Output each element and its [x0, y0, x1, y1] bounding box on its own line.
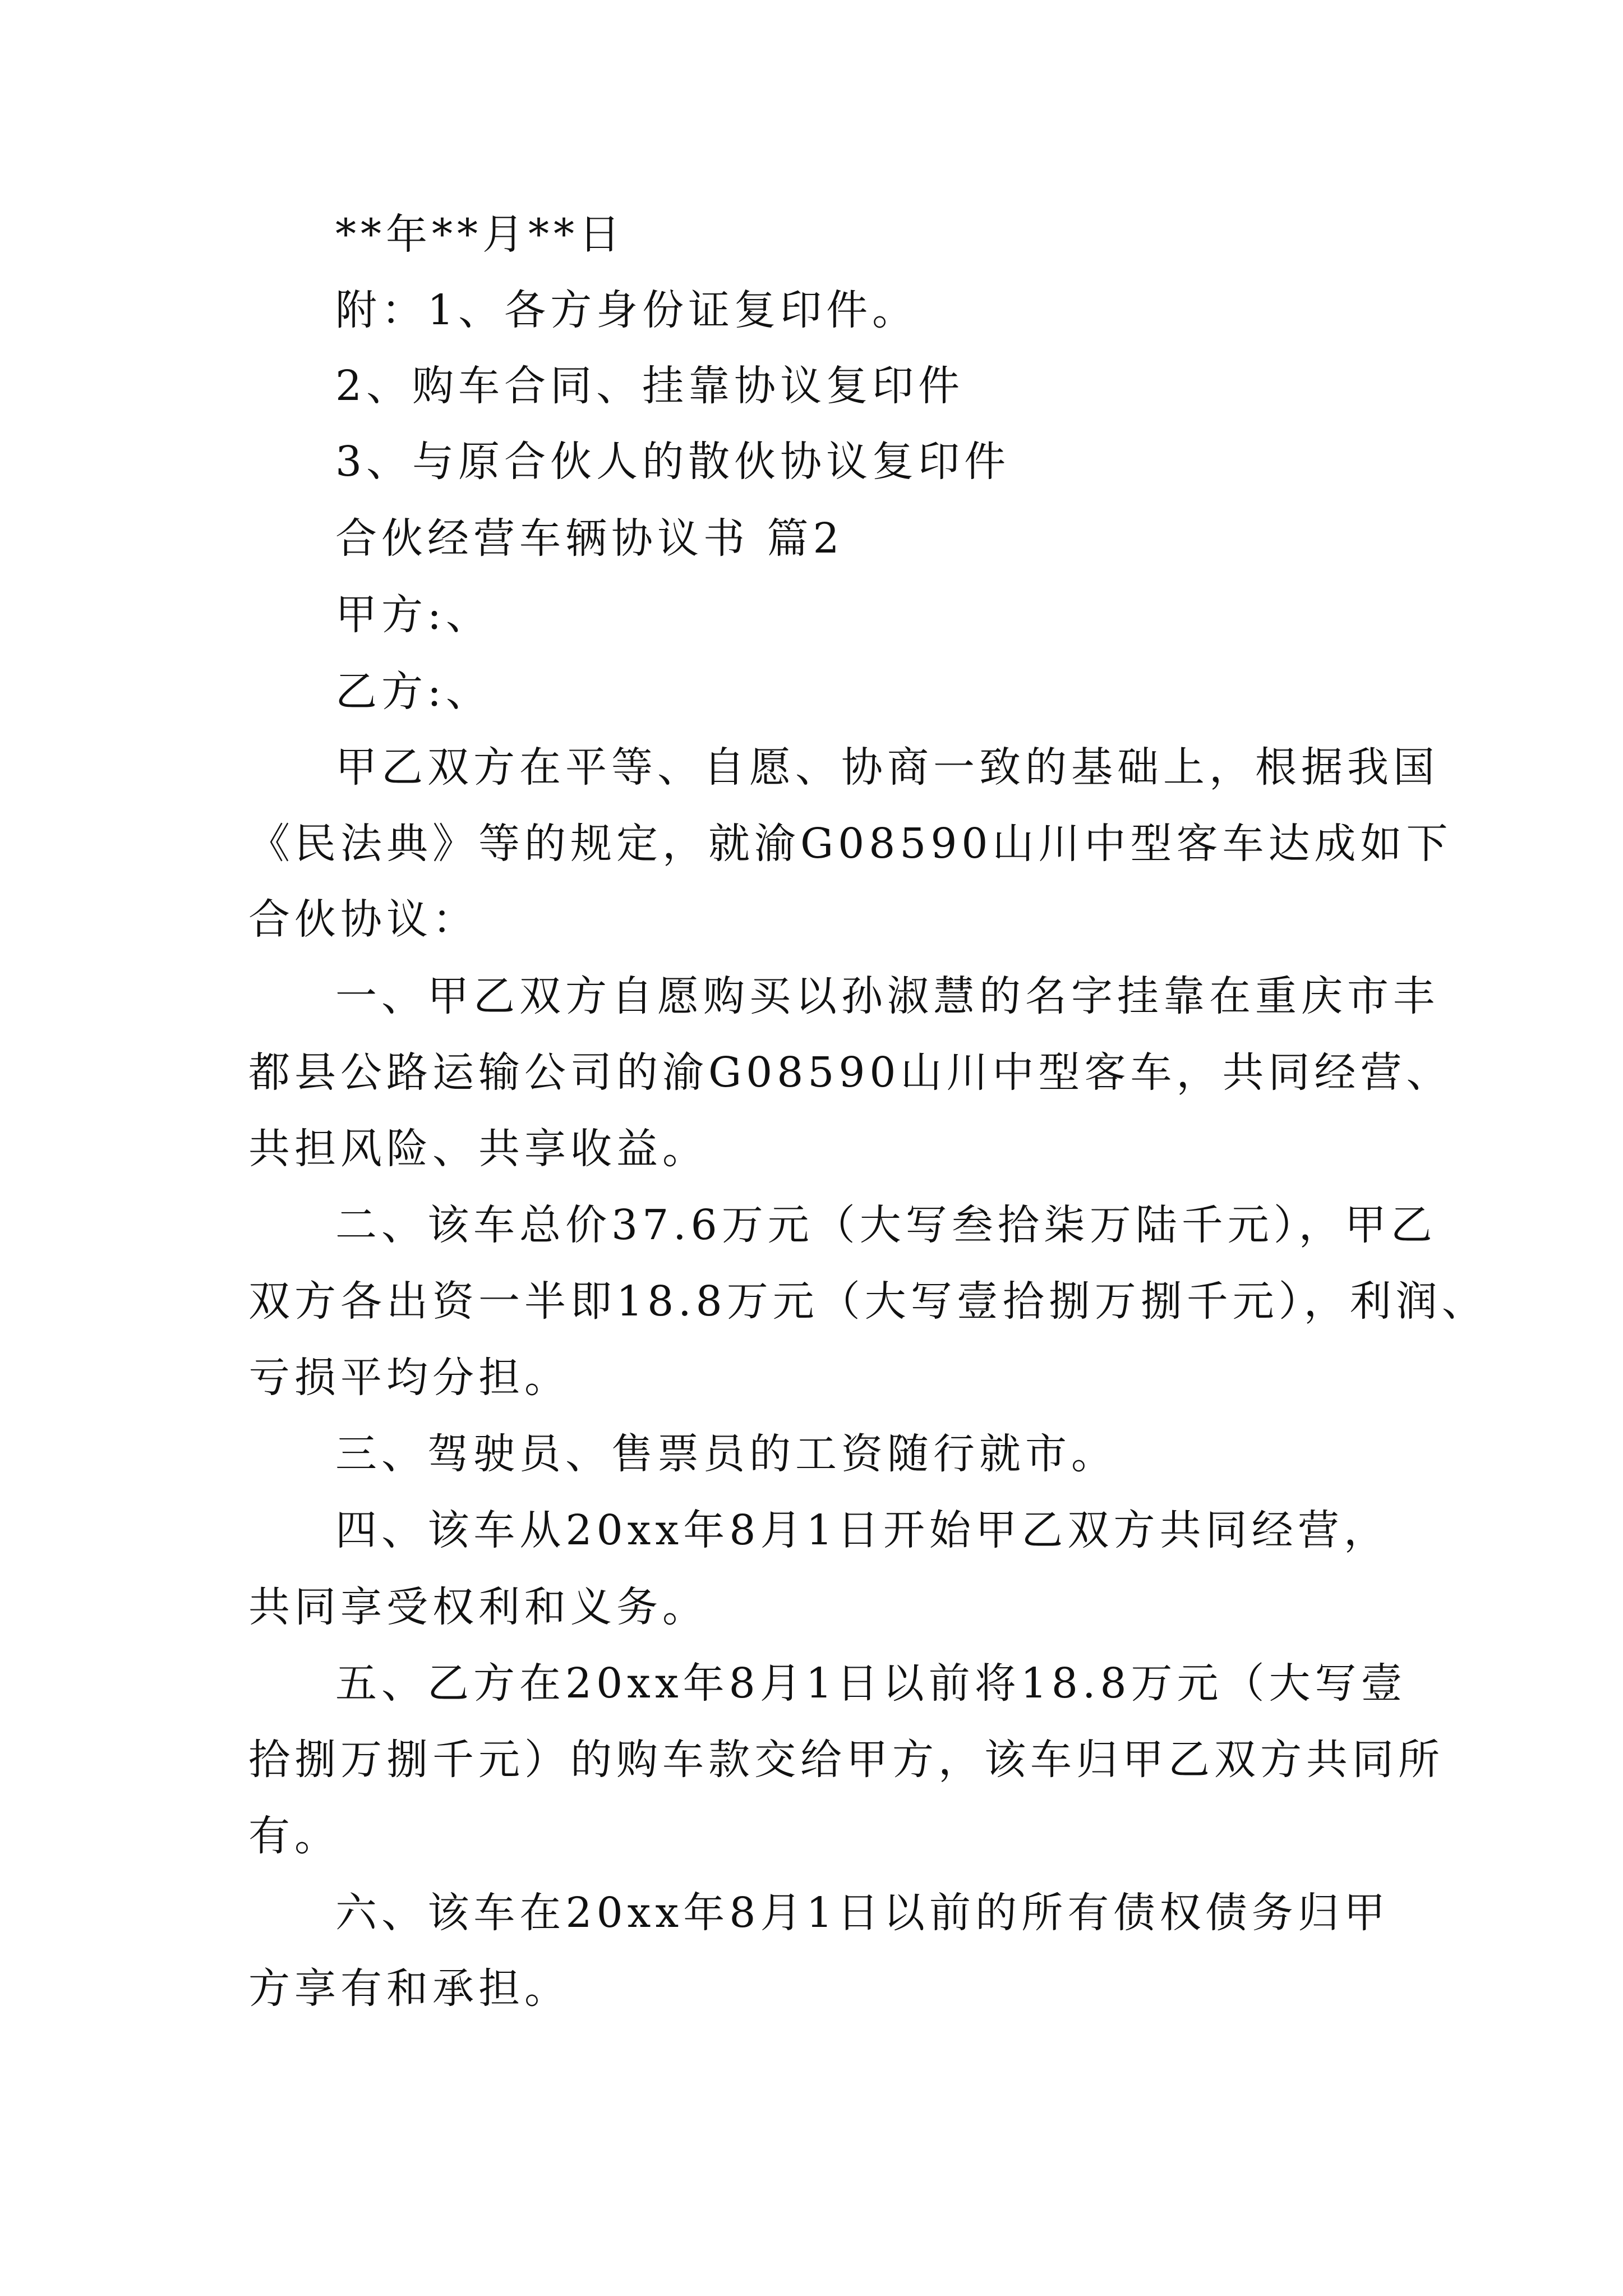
clause-6-line-1: 六、该车在20xx年8月1日以前的所有债权债务归甲 — [335, 1889, 1390, 1937]
intro-paragraph-line-1: 甲乙双方在平等、自愿、协商一致的基础上，根据我国 — [335, 743, 1439, 792]
attachment-2: 2、购车合同、挂靠协议复印件 — [335, 362, 965, 410]
clause-4-line-2: 共同享受权利和义务。 — [248, 1583, 708, 1631]
intro-paragraph-line-3: 合伙协议： — [248, 895, 478, 944]
clause-1-line-3: 共担风险、共享收益。 — [248, 1125, 708, 1173]
clause-5-line-3: 有。 — [248, 1812, 340, 1860]
clause-2-line-1: 二、该车总价37.6万元（大写叁拾柒万陆千元），甲乙 — [335, 1201, 1437, 1249]
attachment-1: 附：1、各方身份证复印件。 — [335, 286, 919, 334]
clause-6-line-2: 方享有和承担。 — [248, 1964, 570, 2013]
clause-5-line-1: 五、乙方在20xx年8月1日以前将18.8万元（大写壹 — [335, 1659, 1407, 1708]
clause-3: 三、驾驶员、售票员的工资随行就市。 — [335, 1430, 1117, 1478]
clause-2-line-2: 双方各出资一半即18.8万元（大写壹拾捌万捌千元），利润、 — [248, 1277, 1488, 1326]
attachment-3: 3、与原合伙人的散伙协议复印件 — [335, 438, 1011, 486]
clause-2-line-3: 亏损平均分担。 — [248, 1354, 570, 1402]
clause-4-line-1: 四、该车从20xx年8月1日开始甲乙双方共同经营， — [335, 1506, 1390, 1554]
intro-paragraph-line-2: 《民法典》等的规定，就渝G08590山川中型客车达成如下 — [248, 820, 1453, 868]
clause-5-line-2: 拾捌万捌千元）的购车款交给甲方，该车归甲乙双方共同所 — [248, 1736, 1444, 1784]
date-line: **年**月**日 — [335, 210, 625, 259]
section-title: 合伙经营车辆协议书 篇2 — [335, 514, 844, 563]
clause-1-line-1: 一、甲乙双方自愿购买以孙淑慧的名字挂靠在重庆市丰 — [335, 972, 1439, 1020]
clause-1-line-2: 都县公路运输公司的渝G08590山川中型客车，共同经营、 — [248, 1048, 1453, 1097]
party-b: 乙方:、 — [335, 668, 492, 716]
party-a: 甲方:、 — [335, 591, 492, 639]
